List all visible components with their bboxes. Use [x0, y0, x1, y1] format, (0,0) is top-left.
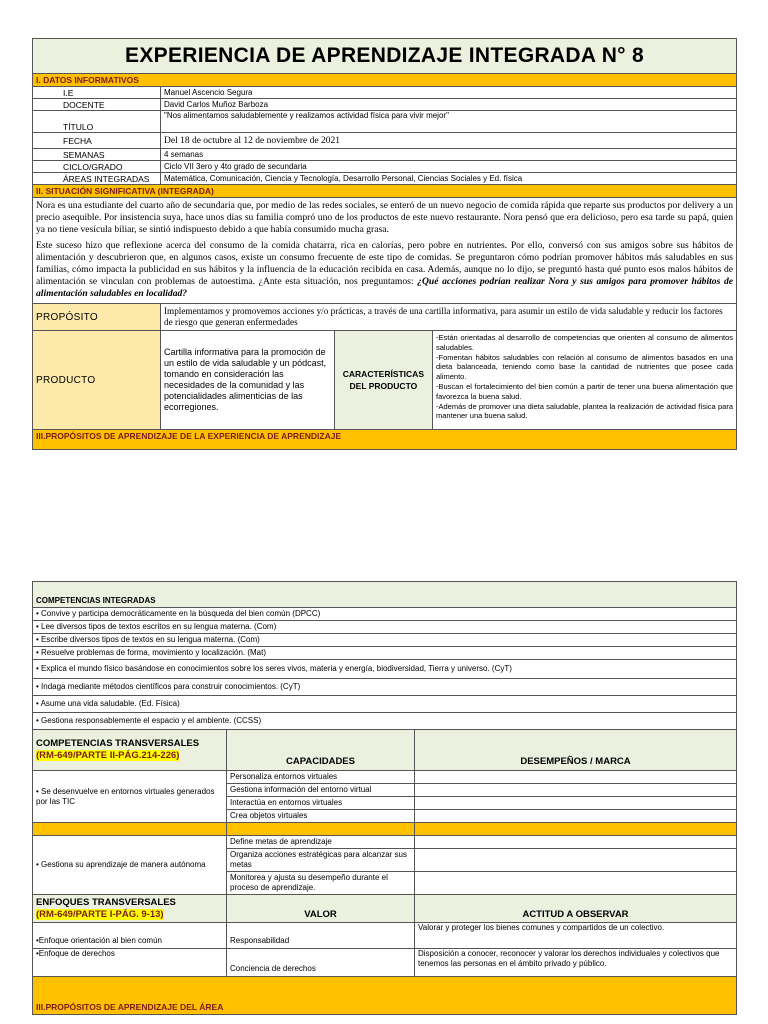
transversales-ref: (RM-649/PARTE II-PÁG.214-226): [36, 750, 180, 761]
transversales-header: [33, 730, 227, 771]
page-title: EXPERIENCIA DE APRENDIZAJE INTEGRADA N° 8: [33, 39, 737, 74]
caracteristica-item: -Buscan el fortalecimiento del bien común a partir de tener una buena alimentación que favorezca la buena salud.: [436, 381, 733, 401]
situation-paragraph-2-text: Este suceso hizo que reflexione acerca del consumo de la comida chatarra, rica en calorías, pero pobre en nutrientes. Por ello, conversó con sus amigos sobre sus hábitos de alimentación y descubrieron que, en algunos casos, existe un consumo frecuente de este tipo de comidas. Se preguntaron cómo podrían promover hábitos más saludables en sus familias, cómo impacta la publicidad en sus hábitos y la influencia de la educación recibida en casa. Además, aunque no lo dijo, se preguntó hasta qué punto esos malos hábitos de alimentación se vinculan con problemas de autoestima. ¿Ante esta situación, nos preguntamos:: [36, 240, 733, 287]
info-label-semanas: SEMANAS: [33, 149, 161, 161]
competencias-header: COMPETENCIAS INTEGRADAS: [33, 582, 737, 608]
info-value-titulo: "Nos alimentamos saludablemente y realizamos actividad física para vivir mejor": [161, 111, 737, 133]
producto-text: Cartilla informativa para la promoción de un estilo de vida saludable y un pódcast, tomando en consideración las necesidades de la comunidad y las potencialidades alimenticias de las ecorregiones.: [164, 347, 327, 412]
section-situacion: II. SITUACIÓN SIGNIFICATIVA (INTEGRADA): [33, 185, 737, 198]
caracteristica-item: -Están orientadas al desarrollo de competencias que orienten al consumo de alimentos saludables.: [436, 333, 733, 352]
section-propositos: III.PROPÓSITOS DE APRENDIZAJE DE LA EXPERIENCIA DE APRENDIZAJE: [33, 430, 737, 450]
experience-header-table: [32, 38, 737, 450]
info-value-ciclo: Ciclo VII 3ero y 4to grado de secundaria: [161, 161, 737, 173]
proposito-label: PROPÓSITO: [33, 304, 161, 331]
enfoque-item: •Enfoque de derechos: [33, 949, 227, 977]
info-value-fecha: Del 18 de octubre al 12 de noviembre de 2021: [161, 133, 737, 149]
capacidad-item: Crea objetos virtuales: [227, 810, 415, 823]
caracteristica-item: -Fomentan hábitos saludables con relación al consumo de alimentos basados en una dieta balanceada, teniendo como base la cantidad de nutrientes que posee cada alimento.: [436, 352, 733, 382]
enfoques-header: [33, 895, 227, 923]
competencias-table: [32, 581, 737, 1015]
caracteristica-item: -Además de promover una dieta saludable, plantea la realización de actividad física para mantener una buena salud.: [436, 401, 733, 421]
desempeno-cell: [415, 836, 737, 849]
competencia-item: • Indaga mediante métodos científicos para construir conocimientos. (CyT): [33, 679, 737, 696]
competencia-item: • Asume una vida saludable. (Ed. Física): [33, 696, 737, 713]
enfoques-title: ENFOQUES TRANSVERSALES: [36, 896, 176, 908]
producto-label: [33, 331, 161, 430]
info-value-areas: Matemática, Comunicación, Ciencia y Tecnología, Desarrollo Personal, Ciencias Sociales y Ed. física: [161, 173, 737, 185]
desempeno-cell: [415, 797, 737, 810]
info-value-ie: Manuel Ascencio Segura: [161, 87, 737, 99]
caracteristicas-list: [433, 331, 737, 430]
capacidad-item: Interactúa en entornos virtuales: [227, 797, 415, 810]
section-datos-informativos: I. DATOS INFORMATIVOS: [33, 74, 737, 87]
proposito-text: Implementamos y promovemos acciones y/o prácticas, a través de una cartilla informativa, para asumir un estilo de vida saludable y reducir los factores de riesgo que generan enfermedades: [161, 304, 737, 331]
situation-question: ¿Qué acciones podrían realizar Nora y sus amigos para promover hábitos de alimentación saludables en localidad?: [36, 276, 734, 299]
info-label-fecha: FECHA: [33, 133, 161, 149]
competencia-item: • Lee diversos tipos de textos escritos en su lengua materna. (Com): [33, 621, 737, 634]
capacidades-header: CAPACIDADES: [227, 730, 415, 771]
info-value-semanas: 4 semanas: [161, 149, 737, 161]
competencia-transversal-tic: • Se desenvuelve en entornos virtuales generados por las TIC: [33, 771, 227, 823]
desempeno-cell: [415, 771, 737, 784]
info-label-ciclo: CICLO/GRADO: [33, 161, 161, 173]
info-label-titulo: TÍTULO: [33, 111, 161, 133]
enfoques-ref: (RM-649/PARTE I-PÁG. 9-13): [36, 908, 164, 920]
separator-cell: [33, 823, 227, 836]
desempenos-header: DESEMPEÑOS / MARCA: [415, 730, 737, 771]
situation-text: [33, 198, 737, 304]
valor-item: Responsabilidad: [227, 923, 415, 949]
info-value-docente: David Carlos Muñoz Barboza: [161, 99, 737, 111]
valor-header: VALOR: [227, 895, 415, 923]
desempeno-cell: [415, 849, 737, 872]
competencia-item: • Resuelve problemas de forma, movimiento y localización. (Mat): [33, 647, 737, 660]
caracteristicas-label: CARACTERÍSTICAS DEL PRODUCTO: [334, 331, 432, 429]
situation-paragraph-2: [36, 240, 733, 300]
competencia-item: • Escribe diversos tipos de textos en su lengua materna. (Com): [33, 634, 737, 647]
producto-label-text: PRODUCTO: [36, 374, 96, 386]
valor-item: Conciencia de derechos: [227, 949, 415, 977]
section-propositos-area: III.PROPÓSITOS DE APRENDIZAJE DEL ÁREA: [33, 977, 737, 1015]
competencia-item: • Explica el mundo físico basándose en conocimientos sobre los seres vivos, materia y energía, biodiversidad, Tierra y universo. (CyT): [33, 660, 737, 679]
capacidad-item: Monitorea y ajusta su desempeño durante el proceso de aprendizaje.: [227, 872, 415, 895]
info-label-docente: DOCENTE: [33, 99, 161, 111]
info-label-ie: I.E: [33, 87, 161, 99]
actitud-item: Disposición a conocer, reconocer y valorar los derechos individuales y colectivos que tenemos las personas en el ámbito privado y público.: [415, 949, 737, 977]
separator-cell: [227, 823, 415, 836]
info-label-areas: ÁREAS INTEGRADAS: [33, 173, 161, 185]
producto-cell: [161, 331, 433, 430]
desempeno-cell: [415, 784, 737, 797]
actitud-item: Valorar y proteger los bienes comunes y compartidos de un colectivo.: [415, 923, 737, 949]
desempeno-cell: [415, 872, 737, 895]
enfoque-item: •Enfoque orientación al bien común: [33, 923, 227, 949]
capacidad-item: Define metas de aprendizaje: [227, 836, 415, 849]
capacidad-item: Personaliza entornos virtuales: [227, 771, 415, 784]
capacidad-item: Organiza acciones estratégicas para alcanzar sus metas: [227, 849, 415, 872]
actitud-header: ACTITUD A OBSERVAR: [415, 895, 737, 923]
transversales-title: COMPETENCIAS TRANSVERSALES: [36, 738, 200, 749]
competencia-item: • Gestiona responsablemente el espacio y el ambiente. (CCSS): [33, 713, 737, 730]
capacidad-item: Gestiona información del entorno virtual: [227, 784, 415, 797]
desempeno-cell: [415, 810, 737, 823]
separator-cell: [415, 823, 737, 836]
situation-paragraph-1: Nora es una estudiante del cuarto año de secundaria que, por medio de las redes sociales, se enteró de un nuevo negocio de comida rápida que reparte sus productos por delivery a un precio asequible. Por insistencia suya, hace unos días su familia compró uno de los productos de este nuevo restaurante. Nora pensó que era delicioso, pero esa tarde su papá, quien ya no tiene vesícula biliar, se sintió indispuesto debido a que había consumido mucha grasa.: [36, 200, 733, 235]
competencia-item: • Convive y participa democráticamente en la búsqueda del bien común (DPCC): [33, 608, 737, 621]
competencia-transversal-autonoma: • Gestiona su aprendizaje de manera autónoma: [33, 836, 227, 895]
